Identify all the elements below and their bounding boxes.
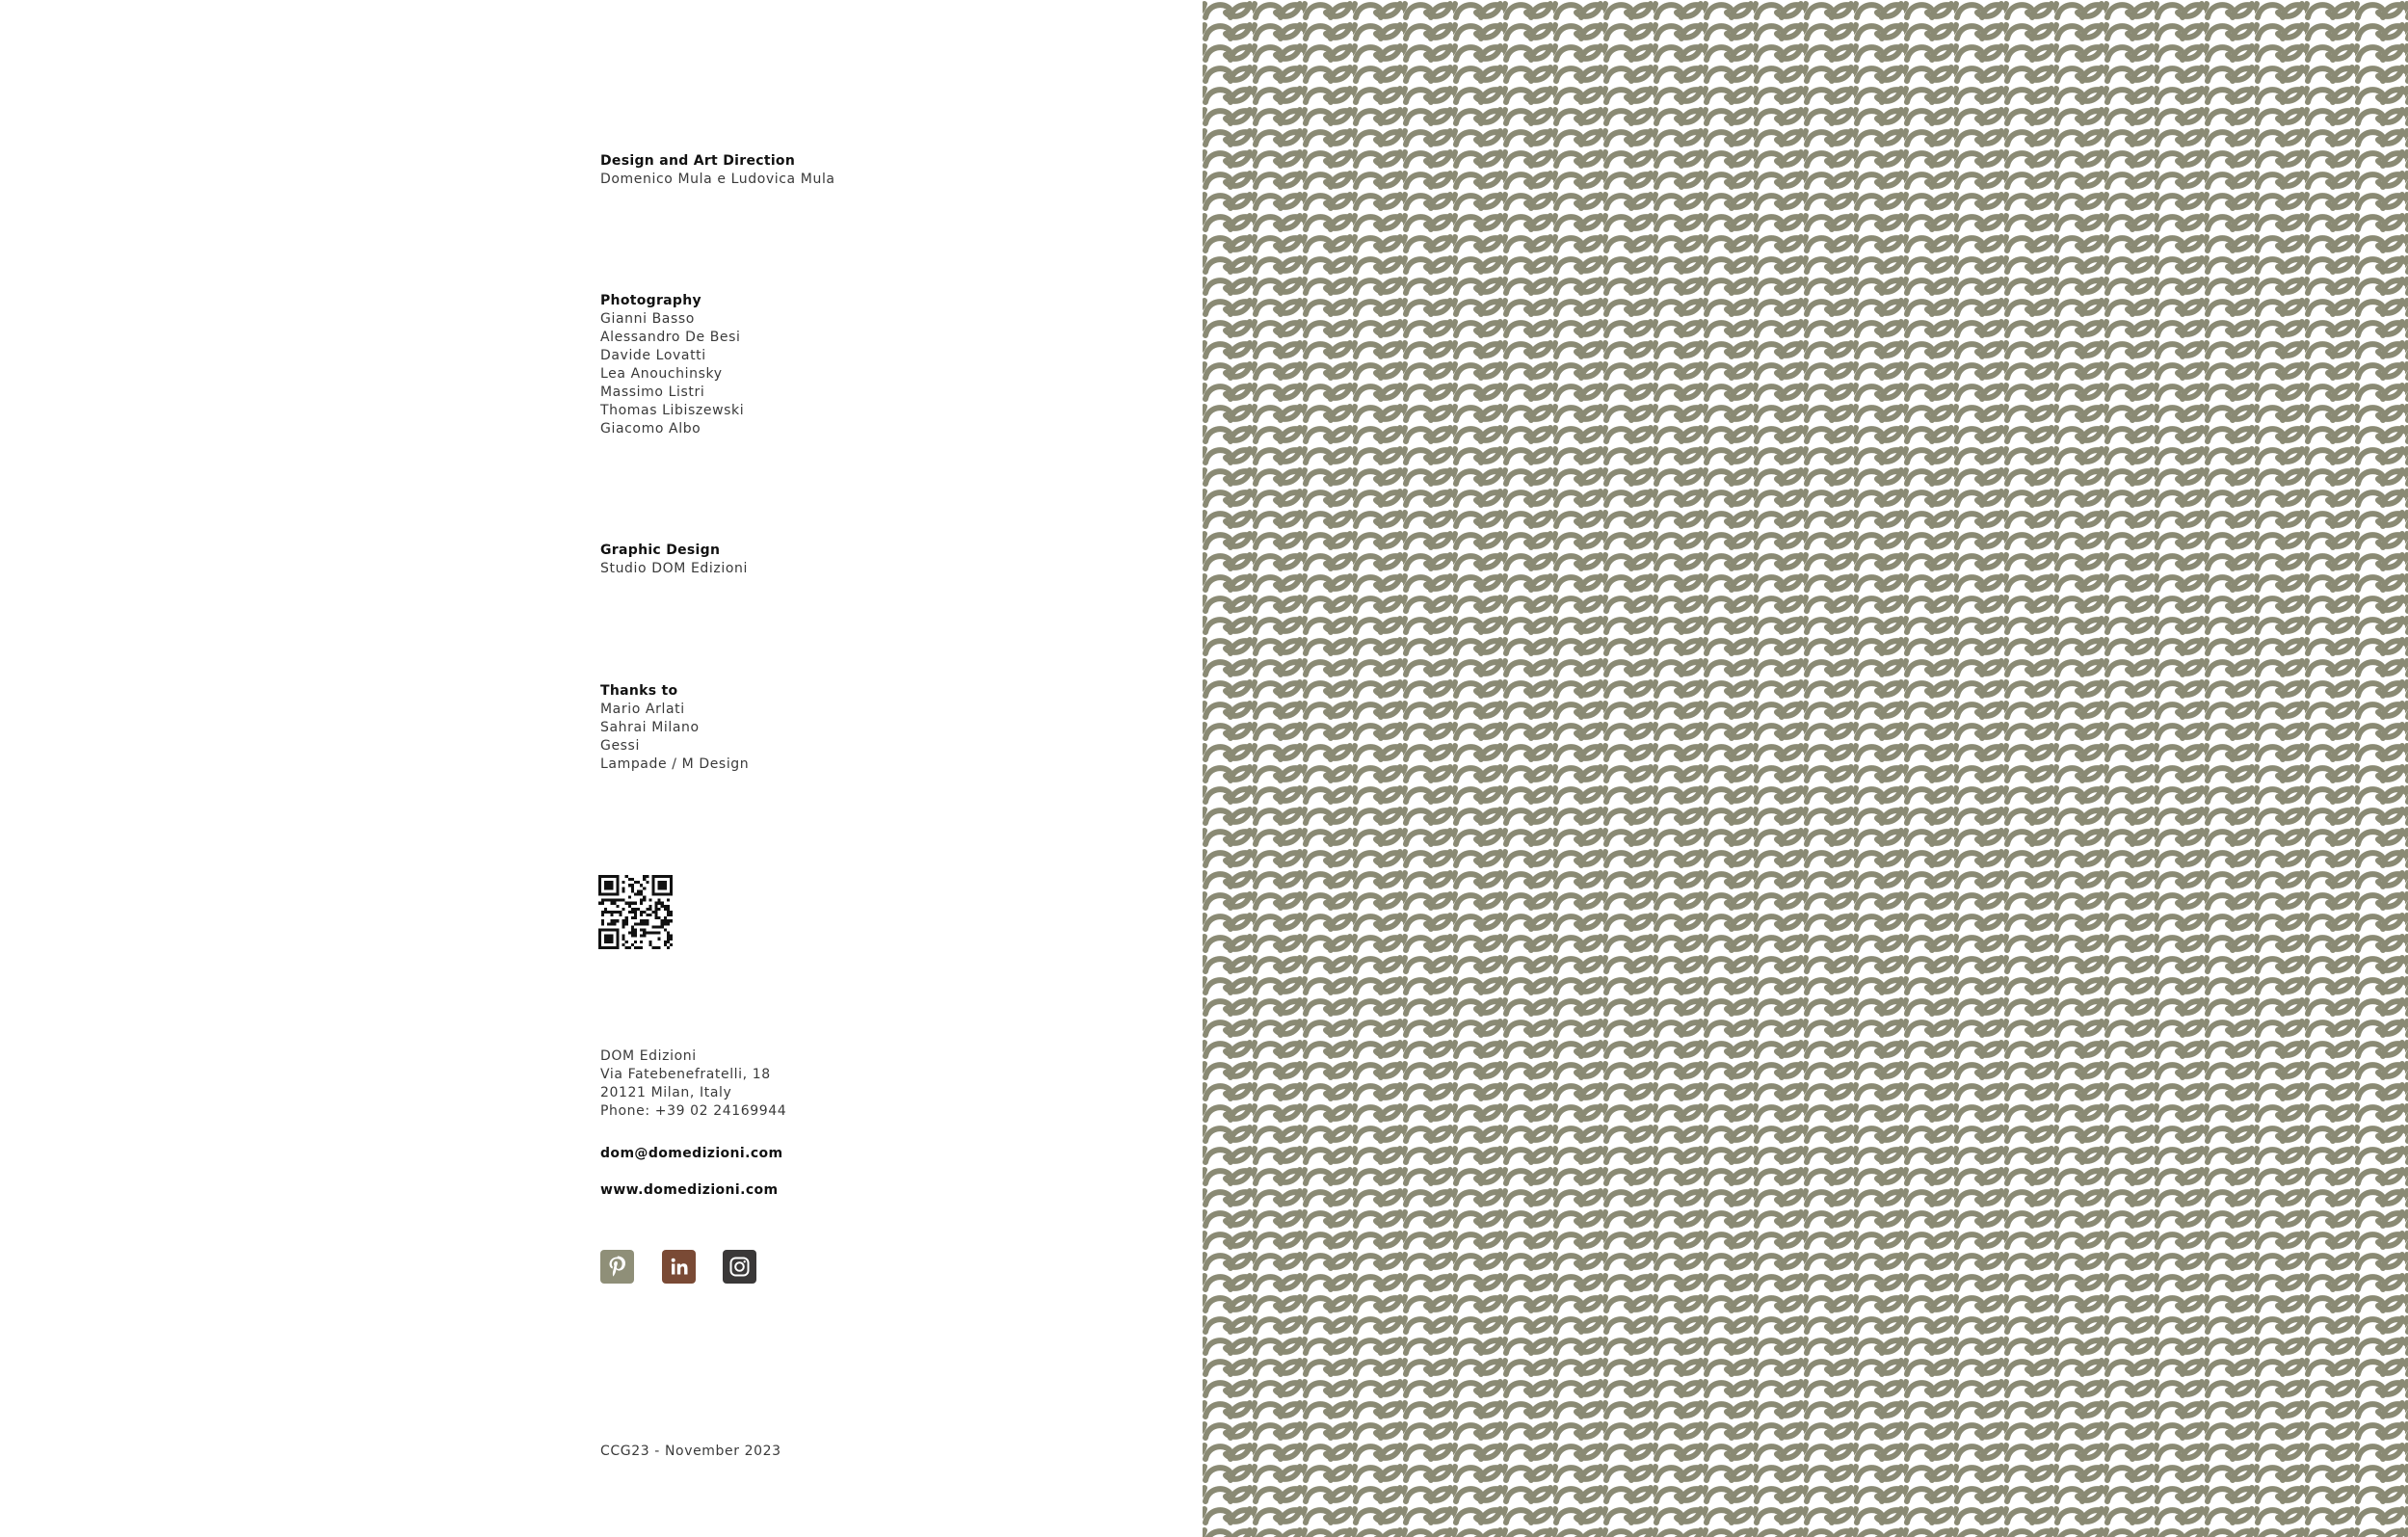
credit-photography-title: Photography xyxy=(600,293,701,308)
address-line: 20121 Milan, Italy xyxy=(600,1085,732,1100)
pattern-page xyxy=(1203,0,2408,1537)
photographer-name: Thomas Libiszewski xyxy=(600,403,745,418)
credit-graphic-line: Studio DOM Edizioni xyxy=(600,561,748,576)
qr-code[interactable] xyxy=(598,875,673,949)
photographer-name: Lea Anouchinsky xyxy=(600,366,723,382)
credit-thanks xyxy=(600,682,749,774)
credit-graphic-title: Graphic Design xyxy=(600,543,721,558)
email-link[interactable]: dom@domedizioni.com xyxy=(600,1146,783,1161)
instagram-icon xyxy=(723,1250,756,1284)
pinterest-icon xyxy=(600,1250,634,1284)
instagram-button[interactable] xyxy=(723,1250,756,1284)
photographer-name: Giacomo Albo xyxy=(600,421,701,437)
credit-graphic xyxy=(600,542,748,578)
pattern-fill xyxy=(1203,0,2408,1537)
address-line: Phone: +39 02 24169944 xyxy=(600,1103,787,1119)
credit-design-line: Domenico Mula e Ludovica Mula xyxy=(600,172,835,187)
photographer-name: Alessandro De Besi xyxy=(600,330,741,345)
credit-design-title: Design and Art Direction xyxy=(600,153,796,169)
website-link[interactable]: www.domedizioni.com xyxy=(600,1182,779,1198)
linkedin-icon xyxy=(662,1250,696,1284)
credit-photography xyxy=(600,292,744,438)
credit-thanks-title: Thanks to xyxy=(600,683,678,699)
address-line: DOM Edizioni xyxy=(600,1048,697,1064)
thanks-name: Sahrai Milano xyxy=(600,720,700,735)
thanks-name: Mario Arlati xyxy=(600,702,685,717)
address-line: Via Fatebenefratelli, 18 xyxy=(600,1067,771,1082)
left-page xyxy=(0,0,1203,1537)
thanks-name: Gessi xyxy=(600,738,640,754)
photographer-name: Massimo Listri xyxy=(600,384,705,400)
chain-pattern xyxy=(1203,0,2408,1537)
photographer-name: Gianni Basso xyxy=(600,311,695,327)
contact-address xyxy=(600,1047,786,1121)
photographer-name: Davide Lovatti xyxy=(600,348,706,363)
thanks-name: Lampade / M Design xyxy=(600,756,750,772)
linkedin-button[interactable] xyxy=(662,1250,696,1284)
edition-date: CCG23 - November 2023 xyxy=(600,1444,781,1459)
credit-design xyxy=(600,152,835,189)
pinterest-button[interactable] xyxy=(600,1250,634,1284)
